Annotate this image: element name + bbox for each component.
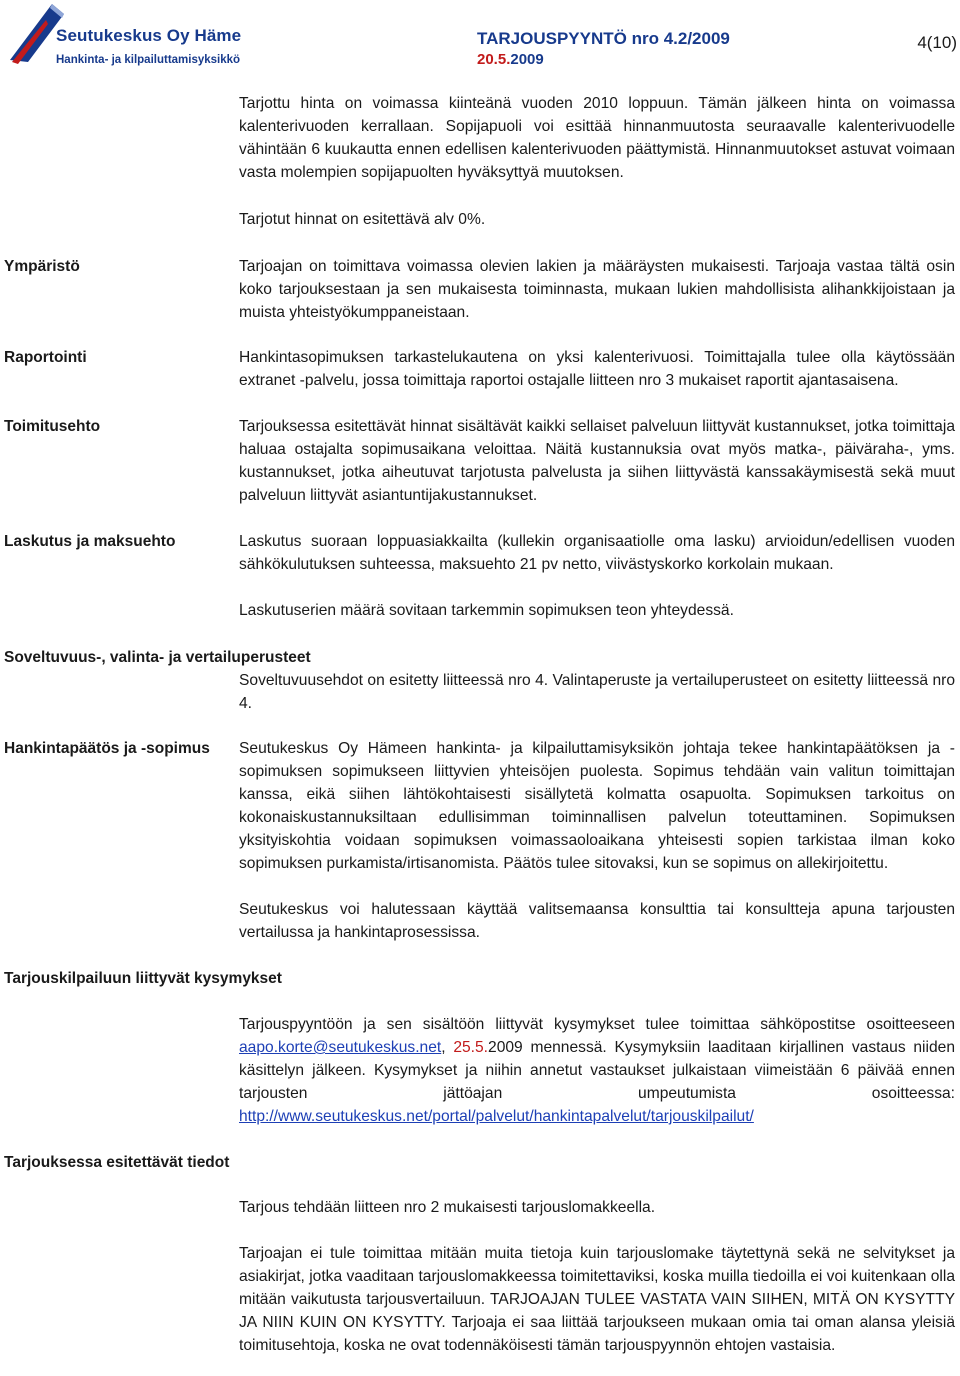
reporting-label: Raportointi <box>4 349 87 366</box>
document-date-year: 2009 <box>510 51 544 68</box>
environment-label: Ympäristö <box>4 258 80 275</box>
document-date-day: 20.5. <box>477 51 511 68</box>
questions-deadline-day: 25.5. <box>453 1039 489 1056</box>
billing-paragraph: Laskutus suoraan loppuasiakkailta (kullekin organisaatiolle oma lasku) arvioidun/edellisen vuoden sähkökulutuksen suhteessa, maksuehto 21 pv netto, viivästyskorko korkolain mukaan. <box>239 533 955 573</box>
price-validity-paragraph: Tarjottu hinta on voimassa kiinteänä vuoden 2010 loppuun. Tämän jälkeen hinta on voimassa kalenterivuoden kerrallaan. Sopijapuoli voi esittää hinnanmuutosta seuraavalle kalenterivuodelle vähintään 6 kuukautta ennen edellisen kalenterivuoden päättymistä. Hinnanmuutokset astuvat voimaan vasta molempien sopijapuolten hyväksyttyä muutoksen. <box>239 95 955 181</box>
document-title: TARJOUSPYYNTÖ nro 4.2/2009 <box>477 29 730 48</box>
offer-info-label: Tarjouksessa esitettävät tiedot <box>4 1154 230 1171</box>
offer-extra-paragraph: Tarjoajan ei tule toimittaa mitään muita tietoja kuin tarjouslomake täytettynä sekä ne selvitykset ja asiakirjat, jotka vaaditaan tarjouslomakkeessa toimitettaviksi, koska muilla tiedoilla ei voi kuitenkaan olla mitään vaikutusta tarjousvertailuun. TARJOAJAN TULEE VASTATA VAIN SIIHEN, MITÄ ON KYSYTTY JA NIIN KUIN ON KYSYTTY. Tarjoaja ei saa liittää tarjoukseen mukaan omia tai oman alansa yleisiä toimitusehtoja, koska ne ovat todennäköisesti tämän tarjouspyynnön ehtojen vastaisia. <box>239 1245 955 1354</box>
questions-text-3: 2009 mennessä. Kysymyksiin laaditaan kirjallinen vastaus niiden käsittelyn jälkeen. Kysymykset ja niihin annetut vastaukset julkaistaan viimeistään 6 päivää ennen tarjousten jättöajan umpeutumista osoitteessa: <box>239 1039 955 1102</box>
billing-note: Laskutuserien määrä sovitaan tarkemmin sopimuksen teon yhteydessä. <box>239 602 734 619</box>
questions-paragraph <box>239 1013 955 1128</box>
document-date <box>477 51 544 68</box>
page-header <box>0 0 960 80</box>
decision-paragraph: Seutukeskus Oy Hämeen hankinta- ja kilpailuttamisyksikön johtaja tekee hankintapäätöksen ja -sopimuksen sopimukseen liittyvien yhteisöjen puolesta. Sopimus tehdään vain valitun toimittajan kanssa, eikä siihen lähtökohtaisesti sisällytetä kolmatta osapuolta. Sopimuksen tarkoitus on kokonaiskustannuksiltaan edullisimman toiminnallisen palvelun toteuttaminen. Sopimuksen yksityiskohtia voidaan sopimuksen voimassaoloaikana yhteisesti sopien tarkistaa ilman koko sopimuksen purkamista/irtisanomista. Päätös tulee sitovaksi, kun se sopimus on allekirjoitettu. <box>239 740 955 872</box>
page-number: 4(10) <box>917 33 957 52</box>
org-subtitle: Hankinta- ja kilpailuttamisyksikkö <box>56 54 241 66</box>
criteria-label: Soveltuvuus-, valinta- ja vertailuperusteet <box>4 649 311 666</box>
questions-label: Tarjouskilpailuun liittyvät kysymykset <box>4 970 282 987</box>
billing-label: Laskutus ja maksuehto <box>4 533 176 550</box>
org-name: Seutukeskus Oy Häme <box>56 26 242 45</box>
questions-text-1: Tarjouspyyntöön ja sen sisältöön liittyvät kysymykset tulee toimittaa sähköpostitse osoitteeseen <box>239 1016 955 1033</box>
environment-paragraph: Tarjoajan on toimittava voimassa olevien lakien ja määräysten mukaisesti. Tarjoaja vastaa tältä osin koko tarjouksestaan ja sen mukaisesta toiminnasta, mukaan lukien mahdollisista alihankkijoistaan ja muista yhteistyökumppaneistaan. <box>239 258 955 321</box>
delivery-terms-label: Toimitusehto <box>4 418 101 435</box>
questions-email-link[interactable]: aapo.korte@seutukeskus.net <box>239 1039 442 1056</box>
vat-note: Tarjotut hinnat on esitettävä alv 0%. <box>239 211 486 228</box>
criteria-paragraph: Soveltuvuusehdot on esitetty liitteessä nro 4. Valintaperuste ja vertailuperusteet on esitetty liitteessä nro 4. <box>239 672 955 712</box>
questions-url-link[interactable]: http://www.seutukeskus.net/portal/palvelut/hankintapalvelut/tarjouskilpailut/ <box>239 1108 754 1125</box>
decision-label: Hankintapäätös ja -sopimus <box>4 740 210 757</box>
delivery-terms-paragraph: Tarjouksessa esitettävät hinnat sisältävät kaikki sellaiset palveluun liittyvät kustannukset, jotka toimittaja haluaa ostajalta sopimusaikana veloittaa. Näitä kustannuksia ovat myös matka-, päiväraha-, yms. kustannukset, jotka aiheutuvat tarjotusta palvelusta ja siihen liittyvästä kanssakäymisestä sekä muut palveluun liittyvät asiantuntijakustannukset. <box>239 418 955 504</box>
reporting-paragraph: Hankintasopimuksen tarkastelukautena on yksi kalenterivuosi. Toimittajalla tulee olla käytössään extranet -palvelu, jossa toimittaja raportoi ostajalle liitteen nro 3 mukaiset raportit ajantasaisena. <box>239 349 955 389</box>
offer-form-paragraph: Tarjous tehdään liitteen nro 2 mukaisesti tarjouslomakkeella. <box>239 1199 656 1216</box>
consultant-paragraph: Seutukeskus voi halutessaan käyttää valitsemaansa konsulttia tai konsultteja apuna tarjousten vertailussa ja hankintaprosessissa. <box>239 901 955 941</box>
questions-text-2: , <box>441 1039 454 1056</box>
